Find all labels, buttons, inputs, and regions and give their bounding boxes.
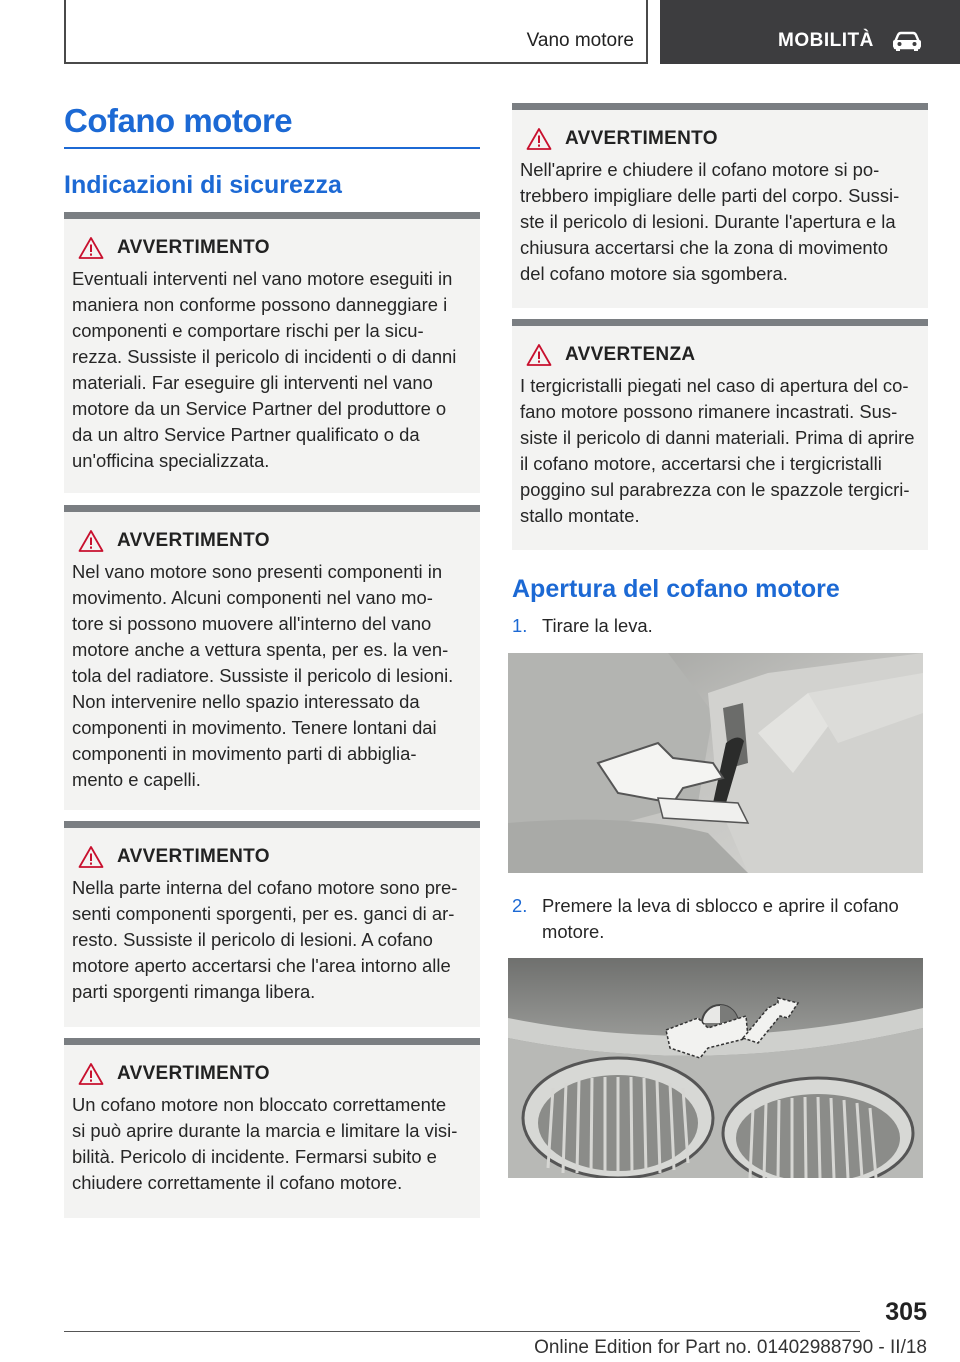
callout-line: materiali. Far eseguire gli interventi nel vano [72, 372, 433, 393]
warning-callout [64, 505, 480, 810]
car-icon [892, 30, 922, 52]
callout-body [72, 266, 472, 474]
callout-line: senti componenti sporgenti, per es. ganci di ar- [72, 903, 455, 924]
callout-line: bilità. Pericolo di incidente. Fermarsi subito e [72, 1146, 437, 1167]
header-chapter-box [660, 0, 960, 64]
callout-line: da un altro Service Partner qualificato o da [72, 424, 420, 445]
warning-callout [64, 821, 480, 1027]
page-title: Cofano motore [64, 102, 293, 139]
warning-callout [64, 1038, 480, 1218]
warning-triangle-icon [78, 529, 104, 553]
callout-line: resto. Sussiste il pericolo di lesioni. A cofano [72, 929, 433, 950]
callout-line: del cofano motore sia sgombera. [520, 263, 788, 284]
page-number: 305 [885, 1298, 927, 1326]
hood-release-lever-photo [508, 653, 923, 873]
callout-line: parti sporgenti rimanga libera. [72, 981, 316, 1002]
callout-line: componenti e comportare rischi per la sicu- [72, 320, 424, 341]
callout-title: AVVERTIMENTO [117, 1063, 270, 1084]
callout-title: AVVERTIMENTO [565, 128, 718, 149]
callout-line: tore si possono muovere all'interno del vano [72, 613, 432, 634]
callout-body [72, 875, 472, 1005]
callout-line: motore da un Service Partner del produttore o [72, 398, 447, 419]
warning-callout [64, 212, 480, 493]
callout-line: rezza. Sussiste il pericolo di incidenti o di danni [72, 346, 457, 367]
callout-line: componenti in movimento parti di abbiglia- [72, 743, 417, 764]
callout-title: AVVERTIMENTO [117, 530, 270, 551]
callout-line: movimento. Alcuni componenti nel vano mo- [72, 587, 433, 608]
header-section-box [64, 0, 648, 64]
callout-line: tola del radiatore. Sussiste il pericolo di lesioni. [72, 665, 454, 686]
callout-line: motore anche a vettura spenta, per es. la ven- [72, 639, 449, 660]
callout-title: AVVERTIMENTO [117, 237, 270, 258]
callout-body [520, 373, 920, 529]
callout-line: fano motore possono rimanere incastrati. Sus- [520, 401, 898, 422]
warning-triangle-icon [78, 845, 104, 869]
callout-line: stallo montate. [520, 505, 640, 526]
step-item [512, 893, 928, 945]
step-number: 1. [512, 615, 528, 636]
warning-callout [512, 103, 928, 308]
callout-line: chiusura accertarsi che la zona di movimento [520, 237, 888, 258]
callout-line: Eventuali interventi nel vano motore eseguiti in [72, 268, 453, 289]
warning-triangle-icon [526, 343, 552, 367]
notice-callout [512, 319, 928, 550]
warning-triangle-icon [78, 1062, 104, 1086]
step-item [512, 613, 928, 639]
step-text: motore. [542, 921, 605, 942]
callout-line: Un cofano motore non bloccato correttamente [72, 1094, 447, 1115]
callout-title: AVVERTENZA [565, 344, 696, 365]
callout-body [72, 1092, 472, 1196]
callout-line: Nella parte interna del cofano motore sono pre- [72, 877, 458, 898]
step-number: 2. [512, 895, 528, 916]
header-chapter-title: MOBILITÀ [778, 30, 874, 51]
callout-body [72, 559, 472, 793]
callout-line: chiudere correttamente il cofano motore. [72, 1172, 403, 1193]
footer-divider [64, 1331, 860, 1332]
callout-body [520, 157, 920, 287]
footer-edition: Online Edition for Part no. 01402988790 - II/18 [534, 1337, 927, 1358]
callout-line: un'officina specializzata. [72, 450, 270, 471]
step-text: Tirare la leva. [542, 615, 653, 636]
callout-line: Nel vano motore sono presenti componenti in [72, 561, 443, 582]
callout-line: componenti in movimento. Tenere lontani dai [72, 717, 437, 738]
warning-triangle-icon [78, 236, 104, 260]
section-heading-safety: Indicazioni di sicurezza [64, 171, 342, 199]
callout-line: I tergicristalli piegati nel caso di apertura del co- [520, 375, 909, 396]
callout-line: ste il pericolo di lesioni. Durante l'apertura e la [520, 211, 896, 232]
callout-line: trebbero impigliare delle parti del corpo. Sussi- [520, 185, 900, 206]
callout-title: AVVERTIMENTO [117, 846, 270, 867]
callout-line: siste il pericolo di danni materiali. Prima di aprire [520, 427, 915, 448]
callout-line: motore aperto accertarsi che l'area intorno alle [72, 955, 451, 976]
callout-line: si può aprire durante la marcia e limitare la visi- [72, 1120, 458, 1141]
callout-line: il cofano motore, accertarsi che i tergicristalli [520, 453, 882, 474]
warning-triangle-icon [526, 127, 552, 151]
title-divider [64, 147, 480, 149]
step-text: Premere la leva di sblocco e aprire il cofano [542, 895, 899, 916]
callout-line: Non intervenire nello spazio interessato da [72, 691, 420, 712]
header-section-title: Vano motore [526, 30, 634, 51]
callout-line: Nell'aprire e chiudere il cofano motore si po- [520, 159, 880, 180]
hood-latch-photo [508, 958, 923, 1178]
callout-line: poggino sul parabrezza con le spazzole tergicri- [520, 479, 910, 500]
section-heading-opening: Apertura del cofano motore [512, 575, 840, 603]
callout-line: maniera non conforme possono danneggiare i [72, 294, 448, 315]
callout-line: mento e capelli. [72, 769, 201, 790]
